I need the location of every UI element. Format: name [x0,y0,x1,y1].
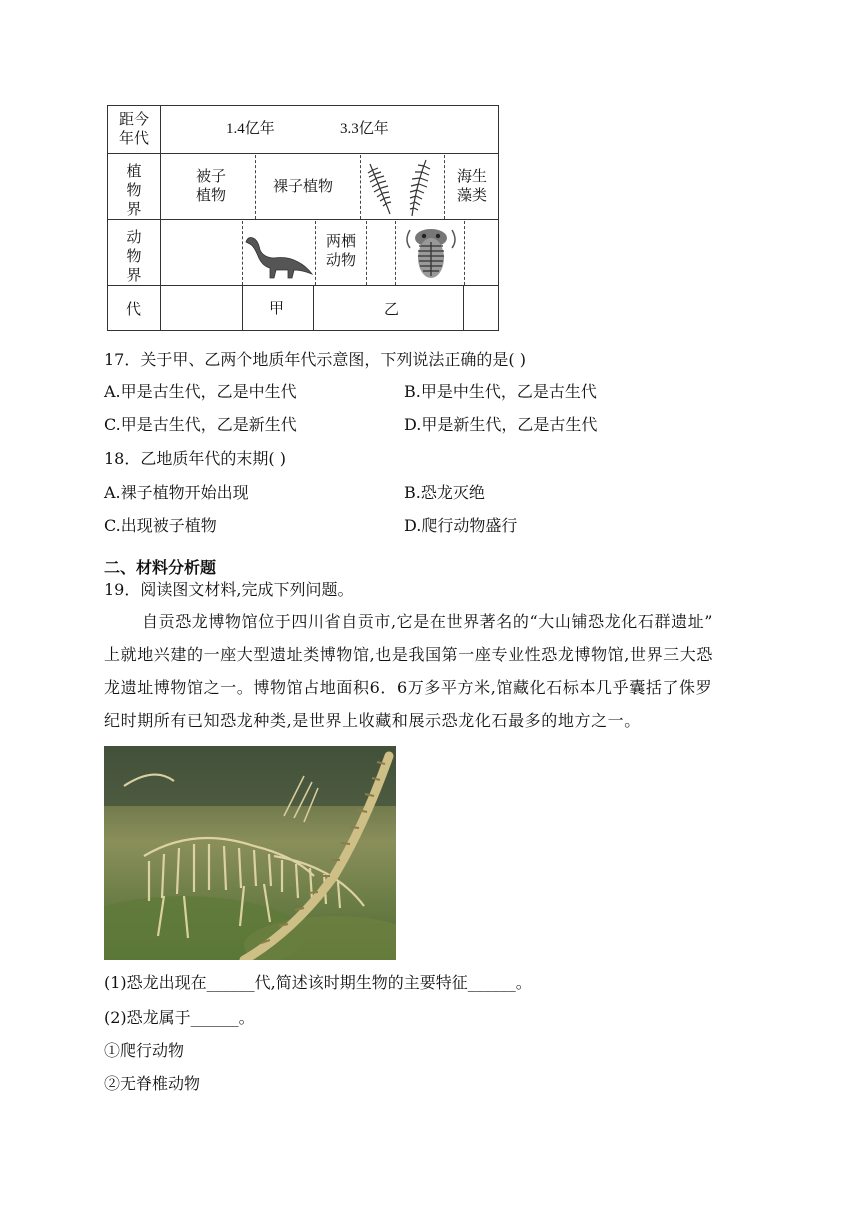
plant-divider [360,155,361,219]
fern-icon [364,158,442,218]
era-divider [242,286,243,330]
q19-choice-2[interactable]: ②无脊椎动物 [104,1074,201,1093]
animal-amphibian: 两栖动物 [325,232,356,269]
table-row-divider [108,219,498,220]
dinosaur-icon [244,234,314,280]
animal-divider [366,221,367,285]
row-label-age: 距今年代 [118,110,149,147]
q17-option-b[interactable]: B.甲是中生代，乙是古生代 [404,382,597,401]
table-row-divider [108,285,498,286]
table-col-divider [160,106,161,330]
q19-sub2: (2)恐龙属于______。 [104,1008,255,1027]
section-title: 二、材料分析题 [104,558,217,577]
passage-line: 龙遗址博物馆之一。博物馆占地面积6．6万多平方米,馆藏化石标本几乎囊括了侏罗 [104,678,713,697]
q17-option-a[interactable]: A.甲是古生代，乙是中生代 [104,382,297,401]
era-divider [463,286,464,330]
plant-algae: 海生藻类 [456,167,487,204]
era-yi: 乙 [384,300,400,318]
row-label-era: 代 [126,300,142,318]
animal-divider [242,221,243,285]
dinosaur-skeleton-photo [104,746,396,960]
age-label: 3.3亿年 [340,121,389,137]
q18-stem: 18．乙地质年代的末期( ) [104,449,286,468]
q19-choice-1[interactable]: ①爬行动物 [104,1041,185,1060]
era-divider [313,286,314,330]
passage-line: 纪时期所有已知恐龙种类,是世界上收藏和展示恐龙化石最多的地方之一。 [104,711,641,730]
q19-sub1: (1)恐龙出现在______代,简述该时期生物的主要特征______。 [104,973,532,992]
table-row-divider [108,153,498,154]
row-label-animals: 动物界 [126,228,142,284]
q18-option-b[interactable]: B.恐龙灭绝 [404,483,485,502]
plant-divider [255,155,256,219]
passage-line: 自贡恐龙博物馆位于四川省自贡市,它是在世界著名的“大山铺恐龙化石群遗址” [142,612,714,631]
q19-stem: 19．阅读图文材料,完成下列问题。 [104,580,354,599]
age-label: 1.4亿年 [226,121,275,137]
q19-passage [104,605,804,737]
animal-divider [395,221,396,285]
plant-angiosperm: 被子植物 [195,167,226,204]
q18-option-d[interactable]: D.爬行动物盛行 [404,516,518,535]
animal-divider [315,221,316,285]
plant-divider [444,155,445,219]
animal-divider [464,221,465,285]
q18-option-a[interactable]: A.裸子植物开始出现 [104,483,249,502]
q18-option-c[interactable]: C.出现被子植物 [104,516,217,535]
trilobite-icon [400,222,462,284]
era-jia: 甲 [269,299,285,317]
q17-option-d[interactable]: D.甲是新生代，乙是古生代 [404,415,598,434]
geological-era-table [107,105,499,331]
q17-stem: 17．关于甲、乙两个地质年代示意图，下列说法正确的是( ) [104,350,526,369]
plant-gymnosperm: 裸子植物 [273,177,334,195]
passage-line: 上就地兴建的一座大型遗址类博物馆,也是我国第一座专业性恐龙博物馆,世界三大恐 [104,645,713,664]
row-label-plants: 植物界 [126,162,142,218]
q17-option-c[interactable]: C.甲是古生代，乙是新生代 [104,415,297,434]
